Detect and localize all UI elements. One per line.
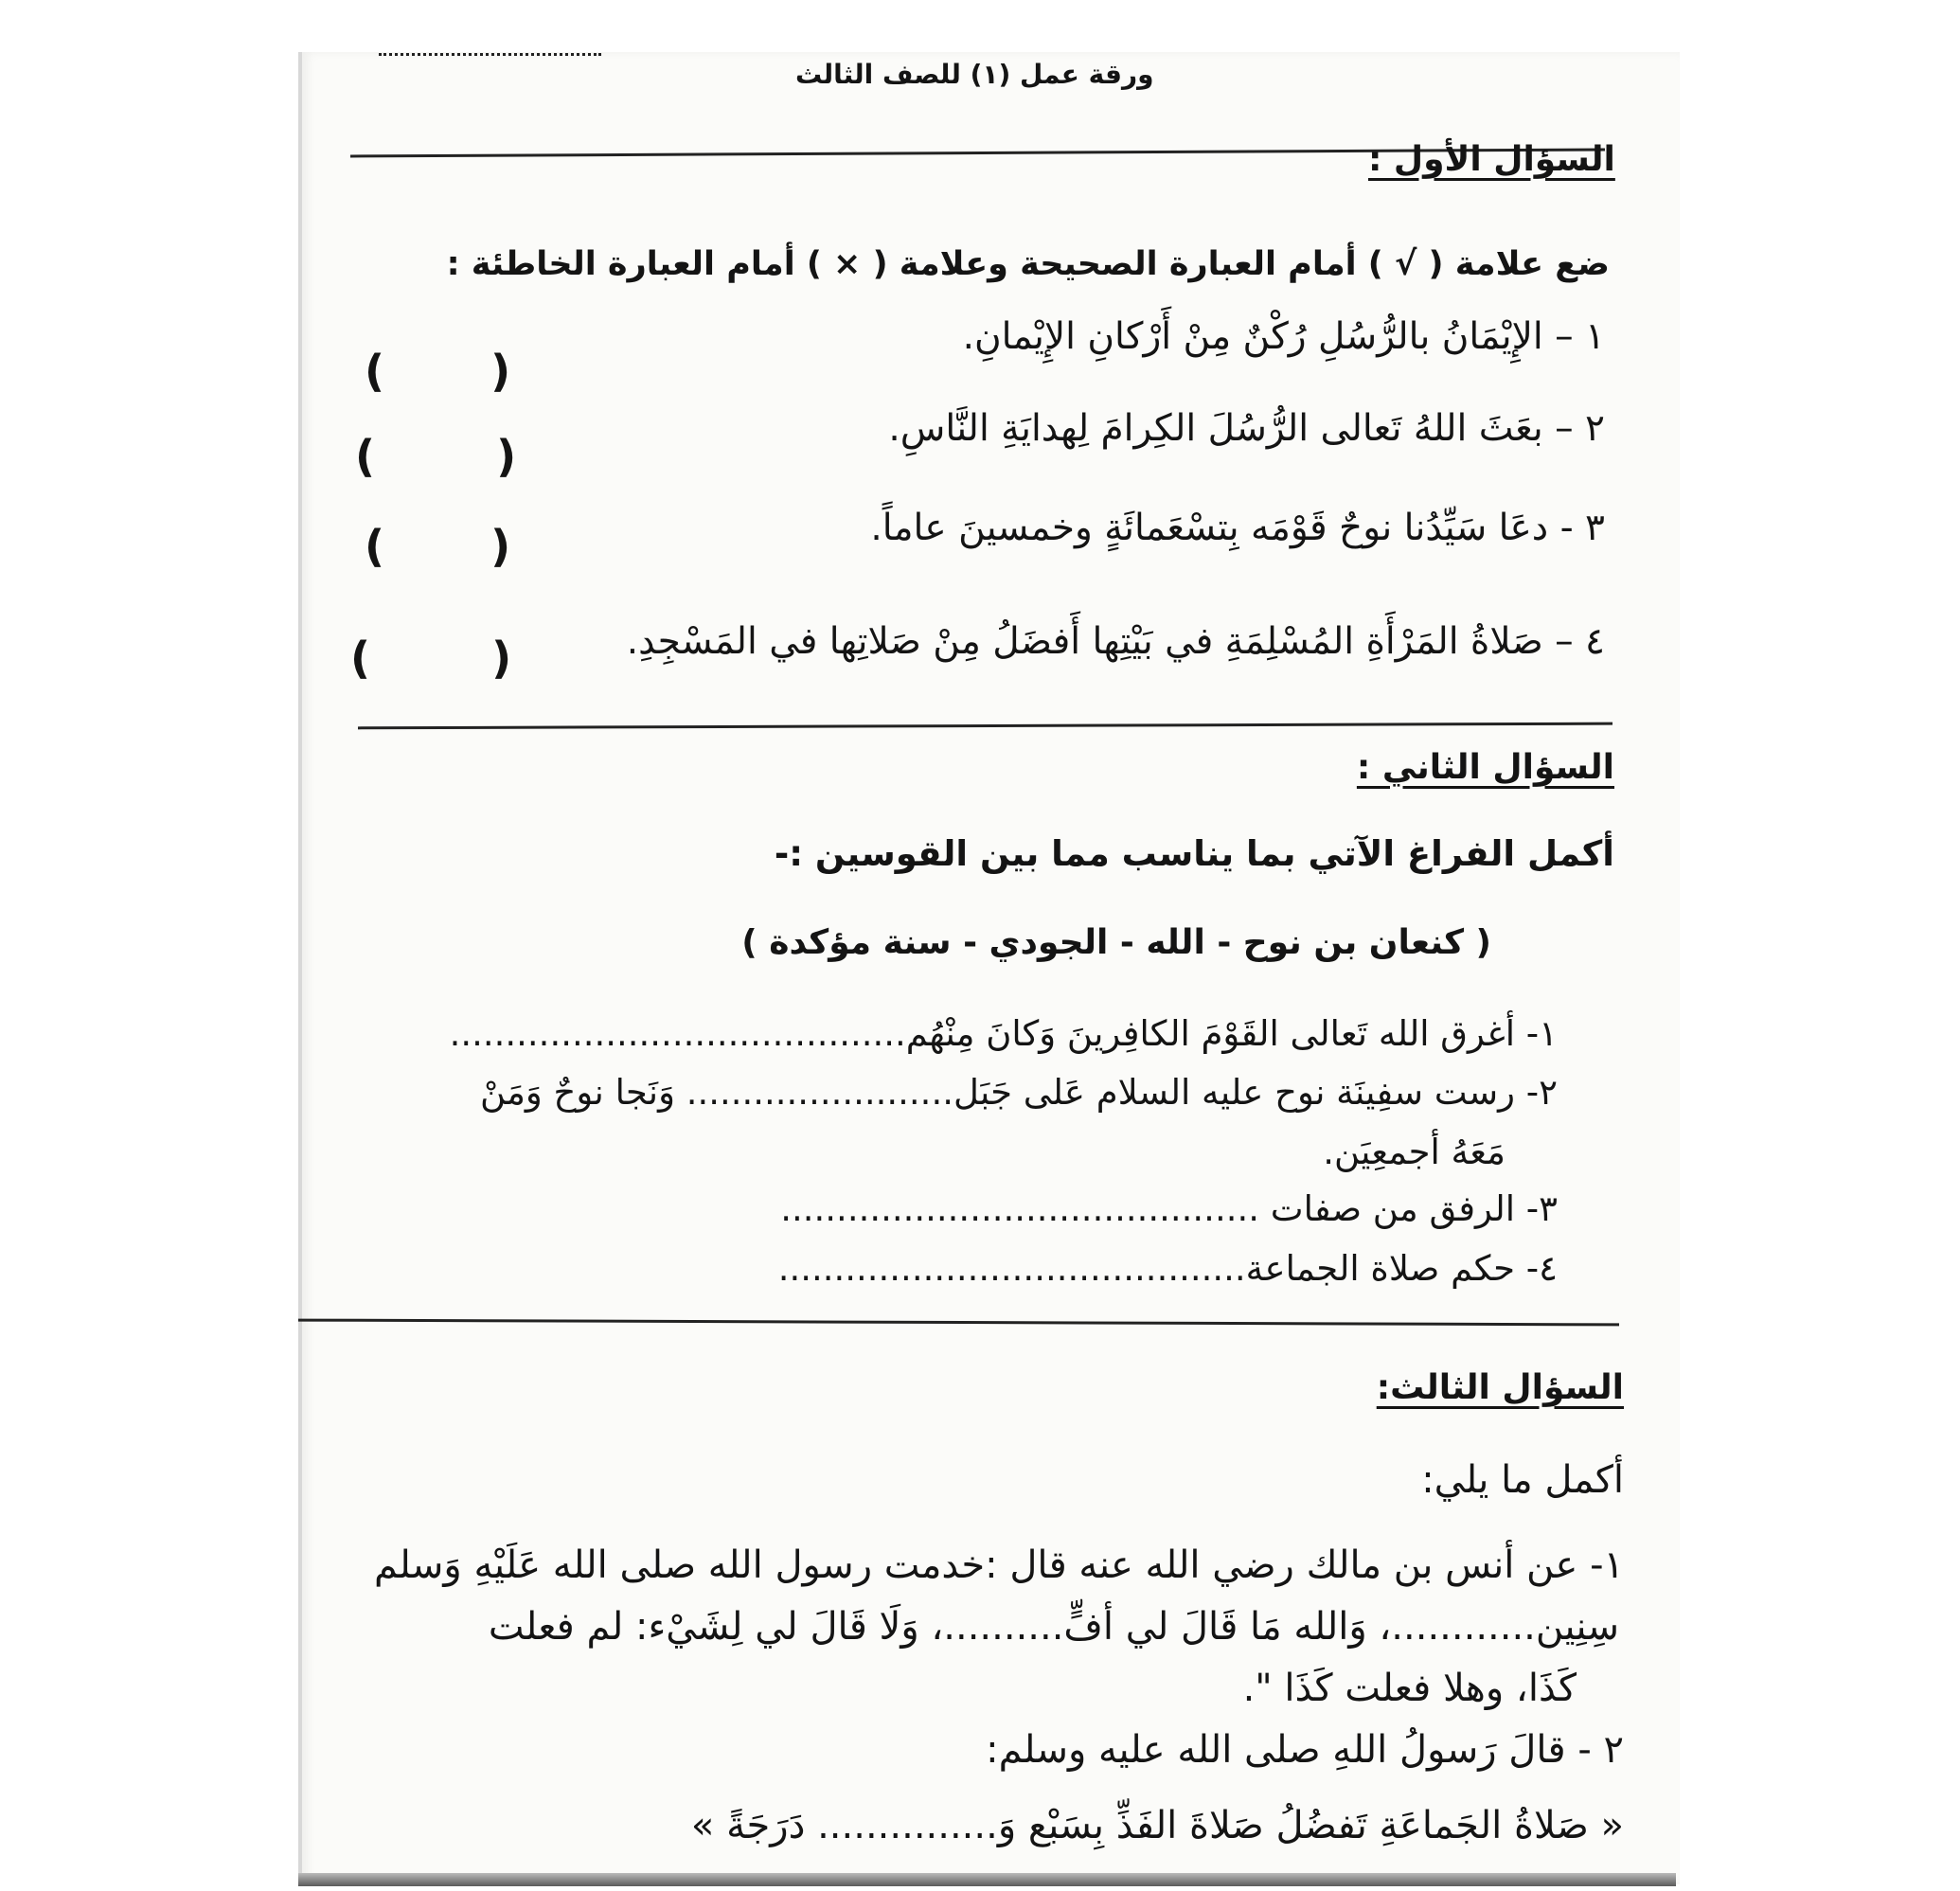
q3-line-1: ١- عن أنس بن مالك رضي الله عنه قال :خدمت رسول الله صلى الله عَلَيْهِ وَسلم xyxy=(374,1543,1624,1587)
answer-parens-4[interactable]: ( ) xyxy=(350,633,512,684)
q1-item-3: ٣ - دعَا سَيِّدُنا نوحٌ قَوْمَه بِتسْعَمائَةٍ وخمسينَ عاماً. xyxy=(870,507,1605,549)
q2-heading: السؤال الثاني : xyxy=(1356,748,1614,787)
q2-choices: ( كنعان بن نوح - الله - الجودي - سنة مؤكدة ) xyxy=(741,923,1491,962)
answer-parens-3[interactable]: ( ) xyxy=(365,521,511,572)
q3-line-4: ٢ - قالَ رَسولُ اللهِ صلى الله عليه وسلم: xyxy=(986,1728,1624,1772)
q1-heading: السؤال الأول : xyxy=(1368,140,1615,179)
q1-item-4: ٤ – صَلاةُ المَرْأَةِ المُسْلِمَةِ في بَيْتِها أَفضَلُ مِنْ صَلاتِها في المَسْجِدِ. xyxy=(626,620,1605,663)
q2-instruction: أكمل الفراغ الآتي بما يناسب مما بين القوسين :- xyxy=(774,833,1614,874)
q2-item-1: ١- أغرق الله تَعالى القَوْمَ الكافِرينَ وَكانَ مِنْهُم......................................... xyxy=(449,1013,1558,1054)
q3-instruction: أكمل ما يلي: xyxy=(1421,1458,1624,1502)
q3-heading: السؤال الثالث: xyxy=(1376,1368,1624,1407)
answer-parens-2[interactable]: ( ) xyxy=(355,431,517,482)
q3-line-2: سِنِين............، وَالله مَا قَالَ لي أفٍّ..........، وَلَا قَالَ لي لِشَيْء: لم فعلت xyxy=(488,1605,1619,1649)
q3-line-5: « صَلاةُ الجَماعَةِ تَفضُلُ صَلاةَ الفَذِّ بِسَبْع وَ............... دَرَجَةً » xyxy=(690,1804,1624,1847)
q2-item-4: ٤- حكم صلاة الجماعة.......................................... xyxy=(777,1248,1558,1289)
q2-item-2-cont: مَعَهُ أجمعِيَن. xyxy=(1323,1132,1506,1172)
answer-parens-1[interactable]: ( ) xyxy=(365,346,511,397)
q2-item-3: ٣- الرفق من صفات ........................................... xyxy=(780,1188,1558,1229)
q1-item-1: ١ – الإِيْمَانُ بالرُّسُلِ رُكْنٌ مِنْ أَرْكانِ الإِيْمانِ. xyxy=(962,315,1605,358)
q2-item-2: ٢- رست سفِينَة نوح عليه السلام عَلى جَبَل........................ وَنَجا نوحٌ وَمَنْ xyxy=(479,1072,1558,1113)
page-edge-shadow xyxy=(298,1873,1676,1886)
q1-item-2: ٢ – بعَثَ اللهُ تَعالى الرُّسُلَ الكِرامَ لِهدايَةِ النَّاسِ. xyxy=(888,407,1605,450)
worksheet-title: ورقة عمل (١) للصف الثالث xyxy=(795,59,1154,90)
name-blank-line xyxy=(379,53,601,56)
q3-line-3: كَذَا، وهلا فعلت كَذَا ". xyxy=(1242,1667,1577,1710)
q1-instruction: ضع علامة ( √ ) أمام العبارة الصحيحة وعلامة ( × ) أمام العبارة الخاطئة : xyxy=(446,245,1610,283)
